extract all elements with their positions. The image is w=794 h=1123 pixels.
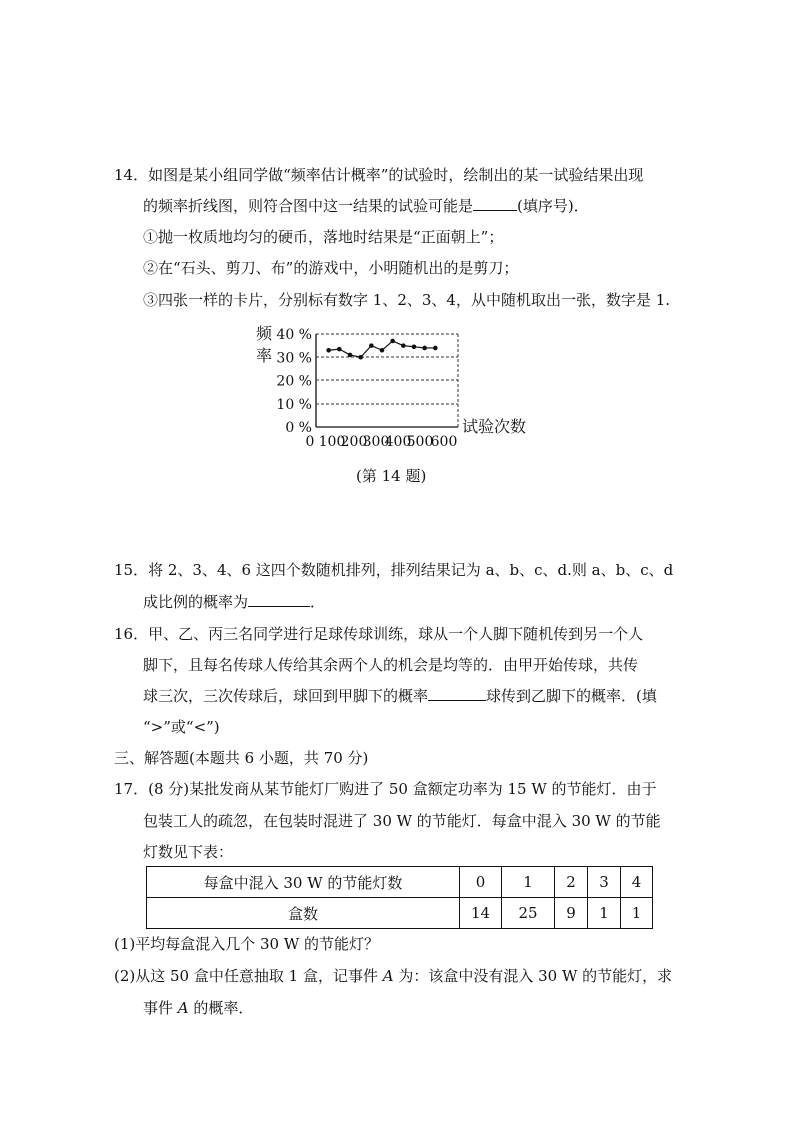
q14-stem-line2-a: 的频率折线图，则符合图中这一结果的试验可能是 [143,197,474,215]
table-cell: 9 [555,898,588,929]
table-cell: 14 [460,898,502,929]
q17-data-table [146,866,653,929]
q14-line2 [143,196,589,216]
q16-number: 16． [114,625,149,643]
q16-text-line1: 甲、乙、丙三名同学进行足球传球训练，球从一个人脚下随机传到另一个人 [148,625,644,643]
x-tick-label: 200 [340,434,368,450]
y-tick-label: 10 % [276,396,312,413]
data-point [390,339,395,344]
q16-text-line3-a: 球三次，三次传球后，球回到甲脚下的概率 [143,687,429,705]
x-tick-label: 0 [305,434,315,450]
q17-sub2-line2-a: 事件 [143,999,178,1017]
y-tick-label: 30 % [276,350,312,367]
data-point [326,348,331,353]
q16-text-line3-b: 球传到乙脚下的概率．(填 [486,687,657,705]
table-row1-header: 每盒中混入 30 W 的节能灯数 [147,867,460,898]
q16-line2: 脚下，且每名传球人传给其余两个人的机会是均等的．由甲开始传球，共传 [143,656,639,674]
section-3-heading: 三、解答题(本题共 6 小题，共 70 分) [114,749,369,767]
chart-ylabel-char-2: 率 [256,346,273,365]
q15-number: 15． [114,561,149,579]
table-cell: 1 [588,898,621,929]
q14-option-2: ②在“石头、剪刀、布”的游戏中，小明随机出的是剪刀； [143,259,519,277]
q16-line3 [143,686,657,706]
y-tick-label: 40 % [276,327,312,343]
q14-answer-blank[interactable] [473,196,517,211]
x-tick-label: 300 [362,434,390,450]
table-row [147,898,653,929]
q17-sub1: (1)平均每盒混入几个 30 W 的节能灯？ [114,935,380,953]
q17-sub2-line1 [114,966,672,986]
q17-line1 [114,779,657,799]
q17-sub2-event-a: A [382,967,394,985]
x-tick-label: 500 [406,434,434,450]
q14-number: 14． [114,166,149,184]
q15-text-line1: 将 2、3、4、6 这四个数随机排列，排列结果记为 a、b、c、d.则 a、b、c、d [148,561,674,579]
data-point [412,344,417,349]
q17-sub2-line2 [143,998,253,1018]
q17-line3: 灯数见下表： [143,843,234,861]
q16-line1 [114,624,643,644]
data-point [433,346,438,351]
q14-figure-caption: (第 14 题) [356,467,427,485]
q15-answer-blank[interactable] [248,592,310,607]
table-cell: 25 [502,898,555,929]
q15-line2 [143,592,325,612]
x-tick-label: 600 [430,434,458,450]
q17-number: 17． [114,780,149,798]
q14-option-1: ①抛一枚质地均匀的硬币，落地时结果是“正面朝上”； [143,228,504,246]
q17-text-line1: (8 分)某批发商从某节能灯厂购进了 50 盒额定功率为 15 W 的节能灯．由于 [148,780,657,798]
q17-sub2-line2-b: 的概率． [188,999,254,1017]
frequency-line-chart [250,322,540,454]
q17-sub2-text-b: 为：该盒中没有混入 30 W 的节能灯，求 [393,967,673,985]
table-cell: 2 [555,867,588,898]
table-cell: 3 [588,867,621,898]
q16-answer-blank[interactable] [428,686,486,701]
table-cell: 0 [460,867,502,898]
q14-option-3: ③四张一样的卡片，分别标有数字 1、2、3、4，从中随机取出一张，数字是 1. [143,291,671,309]
data-point [380,348,385,353]
table-cell: 1 [621,898,653,929]
x-tick-label: 100 [318,434,346,450]
data-point [422,346,427,351]
table-row2-header: 盒数 [147,898,460,929]
q16-line4: “>”或“<”) [143,718,220,736]
data-point [348,353,353,358]
chart-ylabel-char-1: 频 [256,324,273,343]
q17-sub2-text-a: (2)从这 50 盒中任意抽取 1 盒，记事件 [114,967,383,985]
table-cell: 4 [621,867,653,898]
data-point [401,343,406,348]
table-cell: 1 [502,867,555,898]
q15-text-line2-b: ． [310,593,326,611]
q15-text-line2-a: 成比例的概率为 [143,593,249,611]
q15-line1 [114,560,673,580]
q17-sub2-event-a-2: A [177,999,189,1017]
y-tick-label: 0 % [285,420,312,436]
q17-line2: 包装工人的疏忽，在包装时混进了 30 W 的节能灯．每盒中混入 30 W 的节能 [143,812,661,830]
data-point [358,355,363,360]
y-tick-label: 20 % [276,373,312,390]
table-row [147,867,653,898]
data-point [337,347,342,352]
chart-xlabel: 试验次数 [462,417,527,436]
x-tick-label: 400 [384,434,412,450]
q14-stem-line1: 如图是某小组同学做“频率估计概率”的试验时，绘制出的某一试验结果出现 [148,166,644,184]
data-point [369,343,374,348]
q14-stem-line2-b: (填序号)． [517,197,589,215]
q14-line1 [114,165,643,185]
